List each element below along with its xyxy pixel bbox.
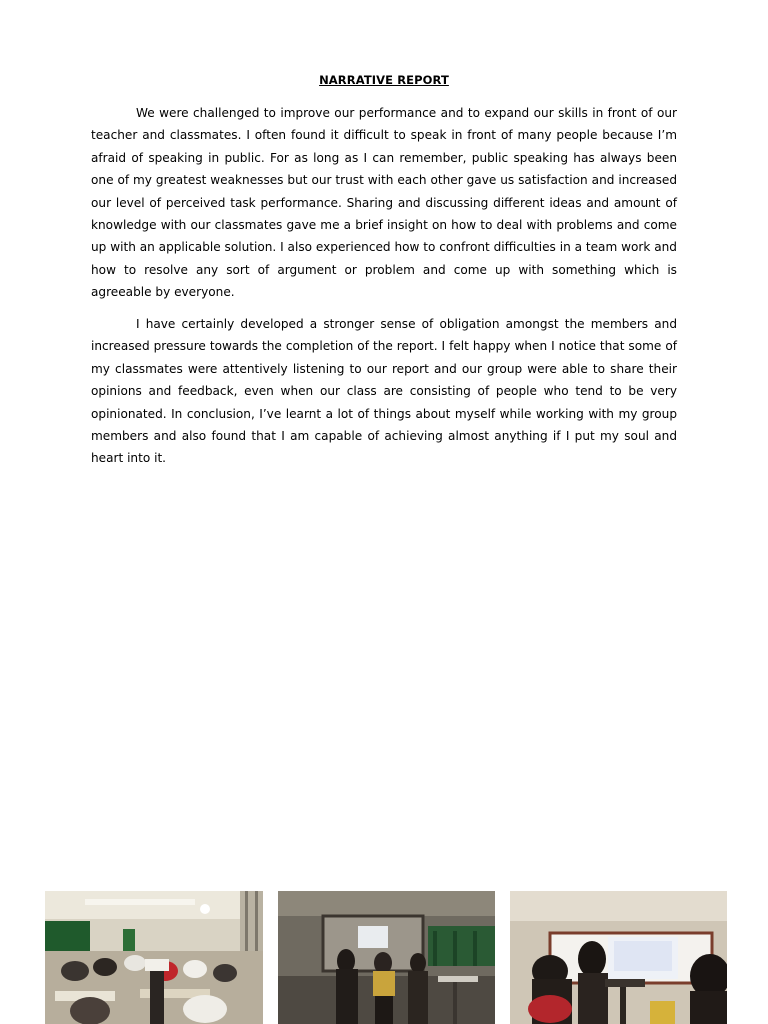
- classroom-photo-2: [278, 891, 495, 1024]
- classroom-photo-1: [45, 891, 263, 1024]
- paragraph-1: We were challenged to improve our performance and to expand our skills in front of our teacher and classmates. I often found it difficult to speak in front of many people because I’m afraid of speaking in public. For as long as I can remember, public speaking has always been one of my greatest weaknesses but our trust with each other gave us satisfaction and increased our level of perceived task performance. Sharing and discussing different ideas and amount of knowledge with our classmates gave me a brief insight on how to deal with problems and come up with an applicable solution. I also experienced how to confront difficulties in a team work and how to resolve any sort of argument or problem and come up with something which is agreeable by everyone.: [91, 106, 677, 300]
- report-title: NARRATIVE REPORT: [319, 73, 449, 87]
- paragraph-2: I have certainly developed a stronger sense of obligation amongst the members and increased pressure towards the completion of the report. I felt happy when I notice that some of my classmates were attentively listening to our report and our group were able to share their opinions and feedback, even when our class are consisting of people who tend to be very opinionated. In conclusion, I’ve learnt a lot of things about myself while working with my group members and also found that I am capable of achieving almost anything if I put my soul and heart into it.: [91, 317, 677, 466]
- classroom-photo-3: [510, 891, 727, 1024]
